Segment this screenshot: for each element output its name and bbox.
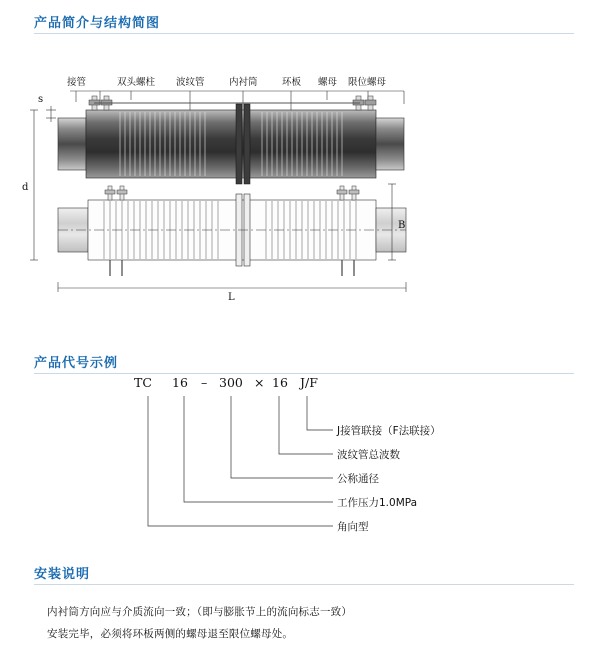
- install-note-line-1: 安装完毕，必须将环板两侧的螺母退至限位螺母处。: [47, 628, 294, 640]
- install-note-line-0: 内衬筒方向应与介质流向一致；（即与膨胀节上的流向标志一致）: [47, 606, 353, 618]
- code-token-0: TC: [134, 375, 152, 390]
- code-desc-1: 波纹管总波数: [337, 449, 400, 461]
- section-title-install: 安装说明: [34, 567, 91, 582]
- lower-outline-view: [58, 186, 406, 276]
- callout-label-4: 环板: [282, 77, 302, 88]
- code-token-2: –: [201, 375, 208, 390]
- callout-label-1: 双头螺柱: [117, 77, 156, 88]
- dim-label-L: L: [228, 292, 235, 300]
- product-code-example: [0, 370, 600, 550]
- code-desc-2: 公称通径: [337, 473, 379, 485]
- code-desc-0: J接管联接（F法联接）: [337, 425, 441, 437]
- callout-label-0: 接管: [67, 77, 87, 88]
- section-title-intro: 产品简介与结构简图: [34, 16, 161, 31]
- code-desc-4: 角向型: [337, 521, 369, 533]
- section-divider-intro: [34, 33, 574, 34]
- diagram-callout-labels: [67, 76, 387, 88]
- structure-diagram: [0, 60, 600, 300]
- callout-label-5: 螺母: [318, 77, 338, 88]
- code-desc-3: 工作压力1.0MPa: [337, 497, 418, 509]
- code-token-6: J/F: [300, 375, 318, 390]
- callout-label-6: 限位螺母: [348, 77, 387, 88]
- dim-label-d: d: [22, 182, 29, 193]
- section-divider-install: [34, 584, 574, 585]
- callout-label-2: 波纹管: [176, 77, 205, 88]
- upper-sectional-view: [58, 96, 404, 184]
- callout-label-3: 内衬筒: [229, 77, 258, 88]
- dim-label-B: B: [398, 220, 406, 231]
- code-token-3: 300: [219, 375, 243, 390]
- section-title-code: 产品代号示例: [34, 356, 119, 371]
- dim-label-s: s: [38, 94, 44, 105]
- code-token-5: 16: [272, 375, 288, 390]
- code-leader-lines: [148, 396, 333, 526]
- code-token-1: 16: [172, 375, 188, 390]
- code-token-4: ×: [254, 375, 265, 390]
